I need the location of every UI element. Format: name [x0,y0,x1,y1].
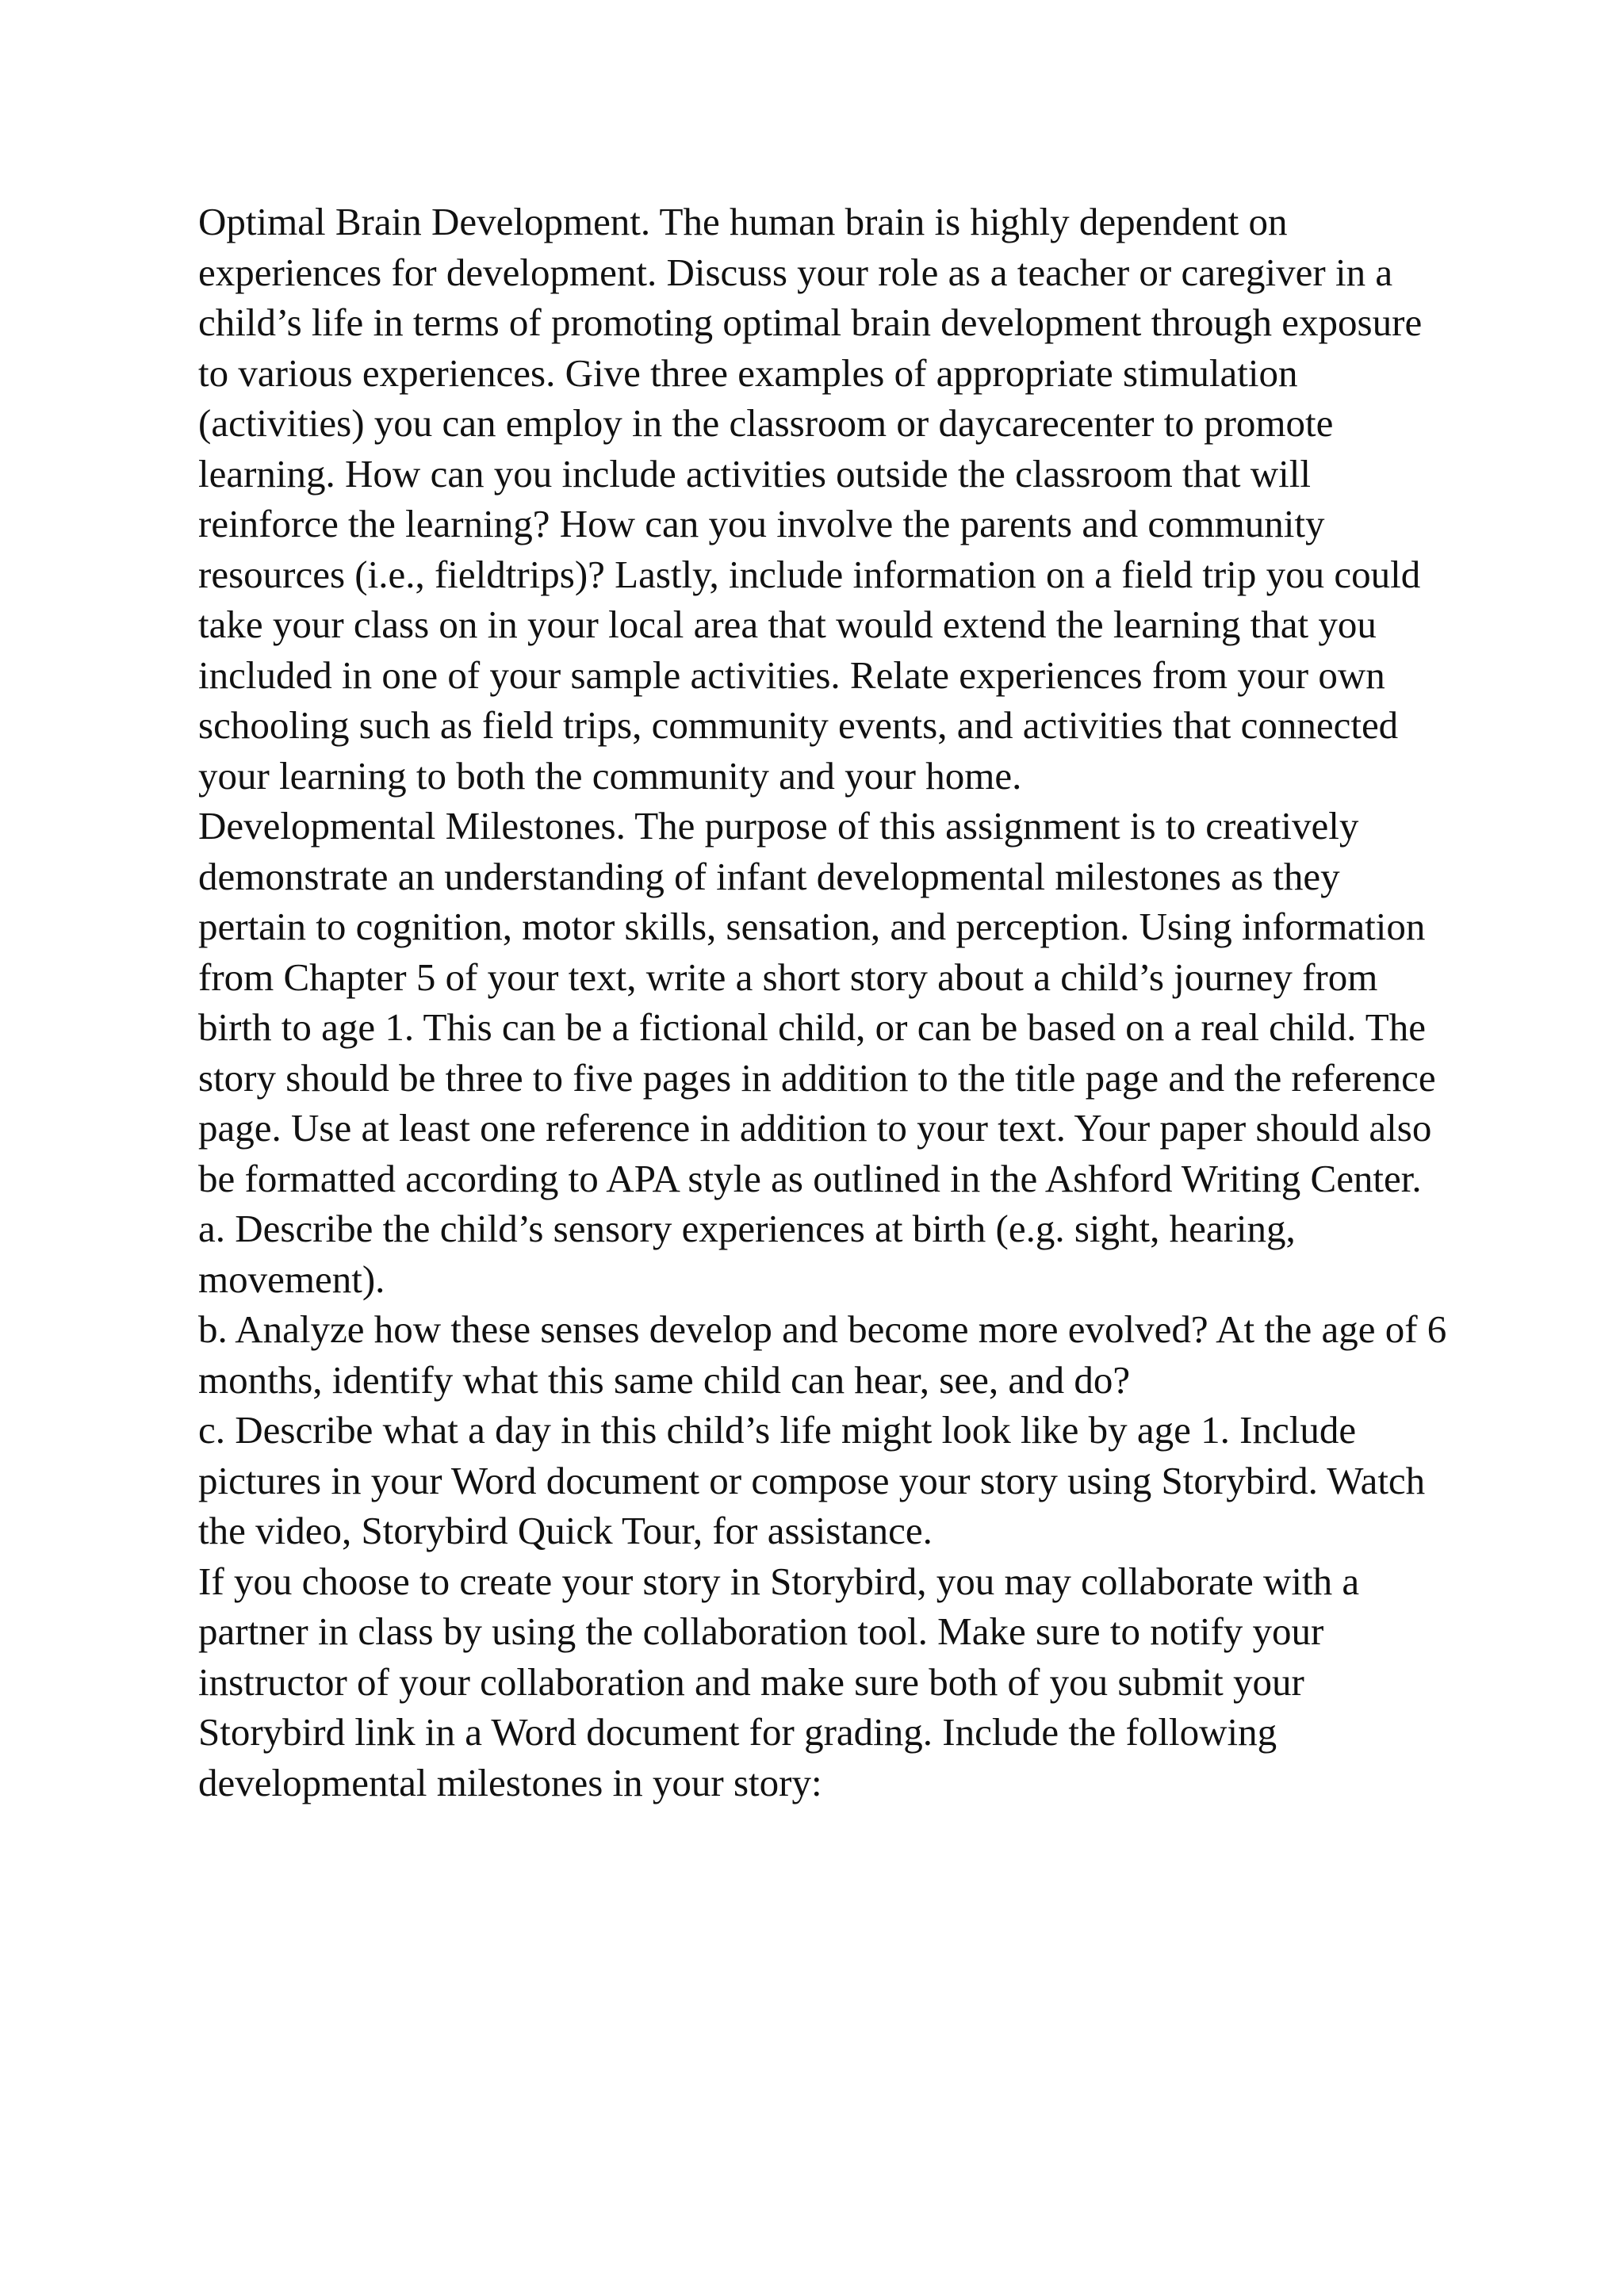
list-item-a: a. Describe the child’s sensory experiences at birth (e.g. sight, hearing, movement). [198,1207,1296,1301]
document-body [198,197,1451,1808]
paragraph-storybird-instructions: If you choose to create your story in Storybird, you may collaborate with a partner in class by using the collaboration tool. Make sure to notify your instructor of your collaboration and make sure both of you submit your Storybird link in a Word document for grading. Include the following developmental milestones in your story: [198,1559,1360,1804]
paragraph-developmental-milestones: Developmental Milestones. The purpose of this assignment is to creatively demonstrate an understanding of infant developmental milestones as they pertain to cognition, motor skills, sensation, and perception. Using information from Chapter 5 of your text, write a short story about a child’s journey from birth to age 1. This can be a fictional child, or can be based on a real child. The story should be three to five pages in addition to the title page and the reference page. Use at least one reference in addition to your text. Your paper should also be formatted according to APA style as outlined in the Ashford Writing Center. [198,804,1436,1200]
list-item-c: c. Describe what a day in this child’s life might look like by age 1. Include pictures in your Word document or compose your story using Storybird. Watch the video, Storybird Quick Tour, for assistance. [198,1408,1426,1552]
paragraph-optimal-brain-development: Optimal Brain Development. The human brain is highly dependent on experiences for development. Discuss your role as a teacher or caregiver in a child’s life in terms of promoting optimal brain development through exposure to various experiences. Give three examples of appropriate stimulation (activities) you can employ in the classroom or daycarecenter to promote learning. How can you include activities outside the classroom that will reinforce the learning? How can you involve the parents and community resources (i.e., fieldtrips)? Lastly, include information on a field trip you could take your class on in your local area that would extend the learning that you included in one of your sample activities. Relate experiences from your own schooling such as field trips, community events, and activities that connected your learning to both the community and your home. [198,200,1423,798]
list-item-b: b. Analyze how these senses develop and become more evolved? At the age of 6 months, identify what this same child can hear, see, and do? [198,1307,1447,1402]
